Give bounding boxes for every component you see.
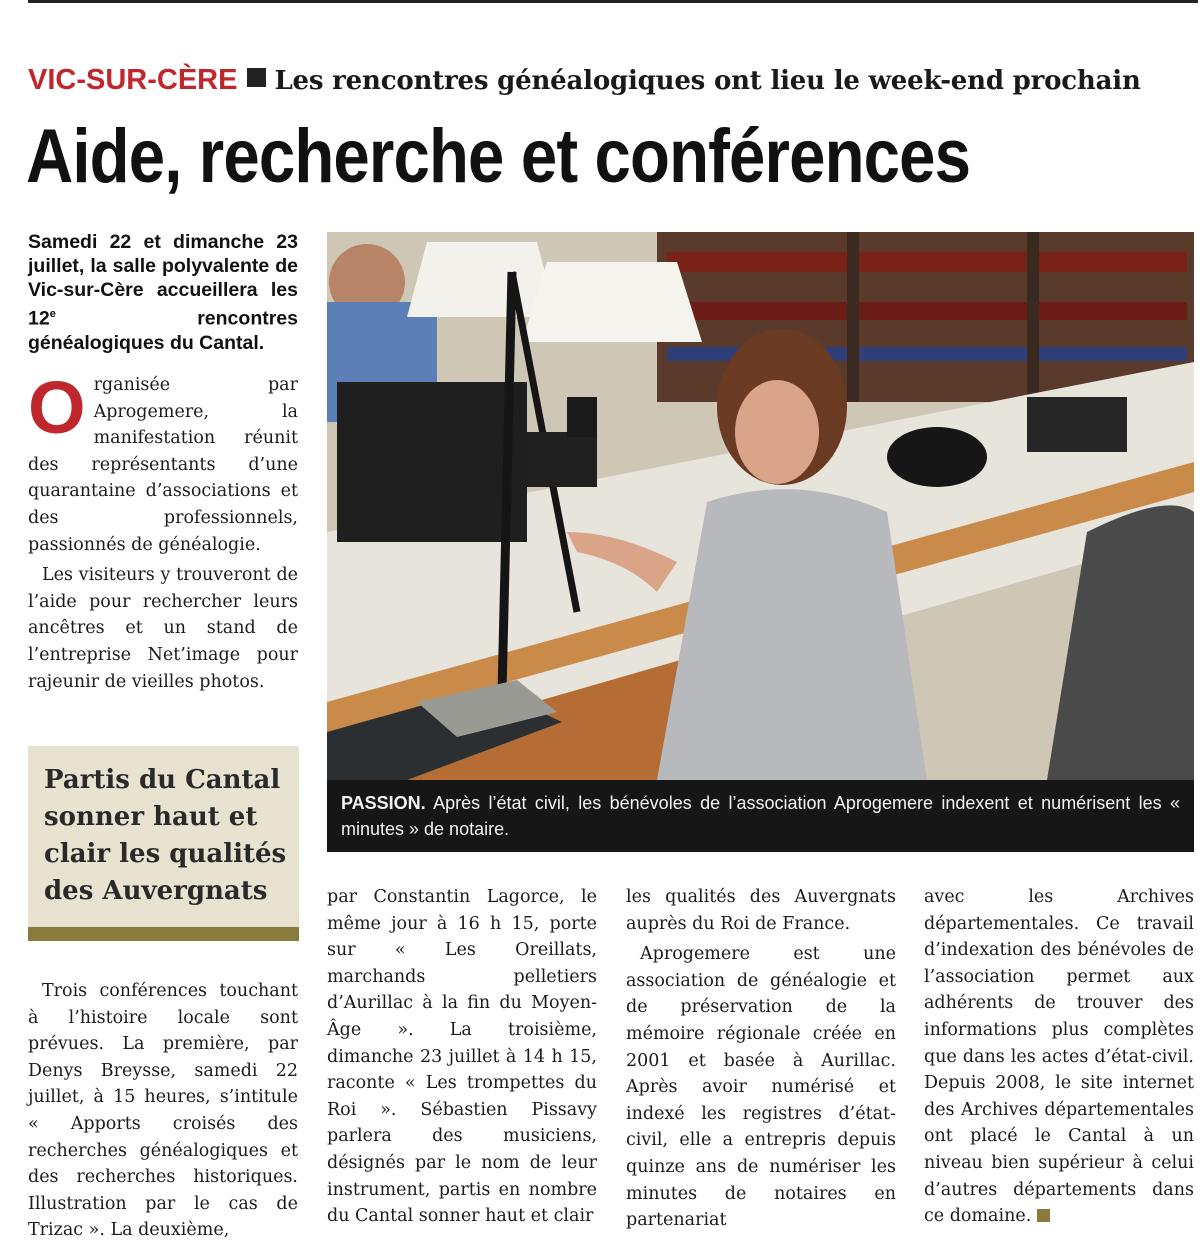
- chapo-text: Samedi 22 et dimanche 23 juillet, la salle polyvalente de Vic-sur-Cère accueillera les 12: [28, 231, 298, 330]
- paragraph-7: [924, 884, 1194, 1230]
- chapo: [28, 230, 298, 355]
- chapo-ordinal: e: [49, 308, 56, 320]
- column-2: [327, 884, 597, 1230]
- paragraph-6: Aprogemere est une association de généalogie et de préservation de la mémoire régionale créée en 2001 et basée à Aurillac. Après avoir numérisé et indexé les registres d’état-civil, elle a entrepris depuis quinze ans de numériser les minutes de notaires en partenariat: [626, 944, 896, 1231]
- column-3: [626, 884, 896, 1234]
- paragraph-3: Trois conférences touchant à l’histoire locale sont prévues. La première, par Denys Breysse, samedi 22 juillet, à 15 heures, s’intitule « Apports croisés des recherches généalogiques et des recherches historiques. Illustration par le cas de Trizac ». La deuxième,: [28, 981, 298, 1241]
- column-4: [924, 884, 1194, 1230]
- caption-lead: PASSION.: [341, 793, 426, 813]
- paragraph-5: les qualités des Auvergnats auprès du Roi de France.: [626, 887, 896, 934]
- paragraph-4: par Constantin Lagorce, le même jour à 16 h 15, porte sur « Les Oreillats, marchands pelletiers d’Aurillac à la fin du Moyen-Âge ». La troisième, dimanche 23 juillet à 14 h 15, raconte « Les trompettes du Roi ». Sébastien Pissavy parlera des musiciens, désignés par le nom de leur instrument, partis en nombre du Cantal sonner haut et clair: [327, 887, 597, 1227]
- paragraph-2: Les visiteurs y trouveront de l’aide pour rechercher leurs ancêtres et un stand de l’entreprise Net’image pour rajeunir de vieilles photos.: [28, 565, 298, 692]
- photo-illustration: [327, 232, 1194, 780]
- end-mark-icon: [1037, 1209, 1050, 1222]
- article-photo: [327, 232, 1194, 780]
- kicker-place: VIC-SUR-CÈRE: [28, 64, 238, 96]
- paragraph-7-text: avec les Archives départementales. Ce travail d’indexation des bénévoles de l’association permet aux adhérents de trouver des informations plus complètes que dans les actes d’état-civil. Depuis 2008, le site internet des Archives départementales ont placé le Cantal à un niveau bien supérieur à celui d’autres départements dans ce domaine.: [924, 887, 1194, 1227]
- top-rule: [28, 0, 1198, 3]
- kicker-subtitle: Les rencontres généalogiques ont lieu le week-end prochain: [274, 66, 1141, 96]
- chapo-text-end: rencontres généalogiques du Cantal.: [28, 307, 298, 354]
- photo-caption: [327, 780, 1194, 852]
- paragraph-1: rganisée par Aprogemere, la manifestation réunit des représentants d’une quarantaine d’associations et des professionnels, passionnés de généalogie.: [28, 375, 298, 555]
- dropcap: O: [28, 366, 86, 449]
- kicker: [28, 62, 1188, 99]
- pull-quote: Partis du Cantal sonner haut et clair les qualités des Auvergnats: [44, 765, 287, 906]
- headline: Aide, recherche et conférences: [26, 114, 971, 199]
- column-1-bottom: [28, 978, 298, 1244]
- pull-quote-box: [28, 746, 299, 941]
- caption-text: Après l’état civil, les bénévoles de l’association Aprogemere indexent et numérisent les « minutes » de notaire.: [341, 793, 1180, 839]
- kicker-square-icon: [247, 68, 266, 87]
- column-1-top: [28, 366, 298, 695]
